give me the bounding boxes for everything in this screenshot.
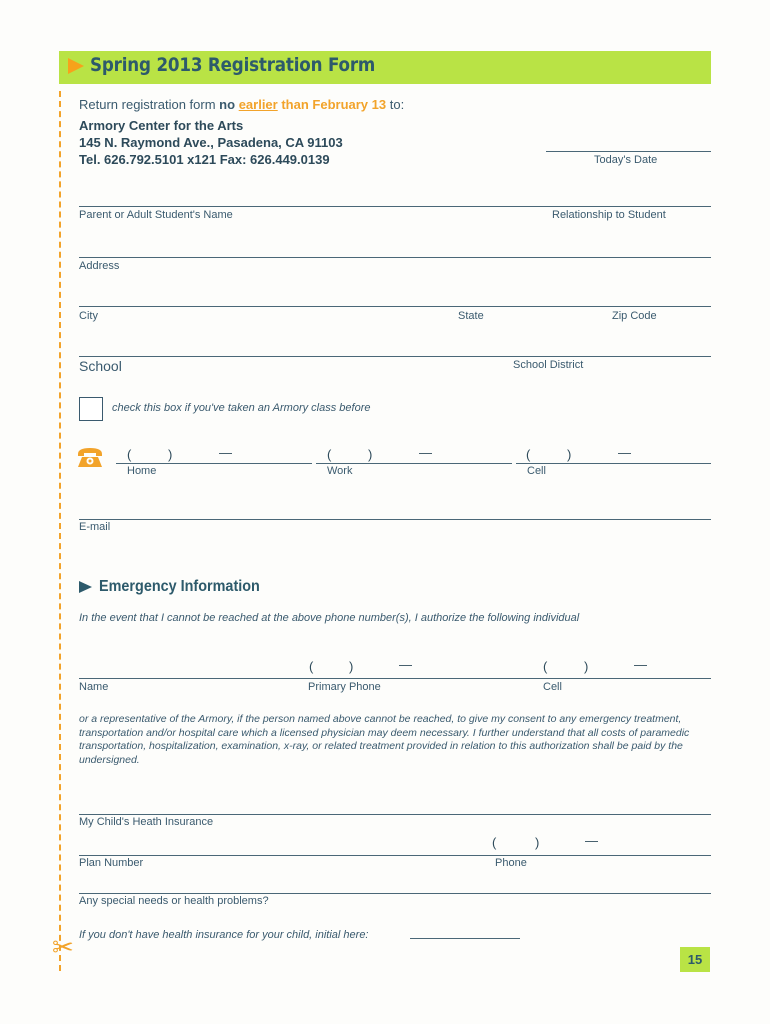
- home-phone-field[interactable]: [116, 463, 312, 464]
- initial-field[interactable]: [410, 938, 520, 939]
- email-label: E-mail: [79, 521, 111, 533]
- no-insurance-label: If you don't have health insurance for your child, initial here:: [79, 929, 369, 941]
- work-phone-field[interactable]: [316, 463, 512, 464]
- em-cell-area-open: (: [543, 659, 548, 674]
- page-title: Spring 2013 Registration Form: [90, 54, 376, 76]
- insurance-label: My Child's Heath Insurance: [79, 816, 214, 828]
- prior-class-checkbox[interactable]: [79, 397, 103, 421]
- emergency-contact-field[interactable]: [79, 678, 711, 679]
- school-field[interactable]: [79, 356, 711, 357]
- intro-deadline: than February 13: [277, 97, 387, 112]
- plan-dash: —: [585, 833, 598, 848]
- cell-phone-field[interactable]: [516, 463, 711, 464]
- primary-area-open: (: [309, 659, 314, 674]
- home-area-open: (: [127, 447, 132, 462]
- school-district-label: School District: [513, 359, 584, 371]
- cell-dash: —: [618, 445, 631, 460]
- play-arrow-icon: [68, 58, 84, 74]
- plan-phone-label: Phone: [495, 857, 527, 869]
- parent-name-label: Parent or Adult Student's Name: [79, 209, 233, 221]
- intro-earlier: earlier: [238, 97, 278, 112]
- todays-date-field[interactable]: [546, 151, 711, 152]
- school-label: School: [79, 358, 122, 374]
- work-phone-label: Work: [327, 465, 353, 477]
- parent-name-field[interactable]: [79, 206, 711, 207]
- work-area-open: (: [327, 447, 332, 462]
- intro-suffix: to:: [386, 97, 405, 112]
- em-cell-area-close: ): [584, 659, 589, 674]
- work-dash: —: [419, 445, 432, 460]
- home-phone-label: Home: [127, 465, 157, 477]
- cell-area-open: (: [526, 447, 531, 462]
- primary-phone-label: Primary Phone: [308, 681, 381, 693]
- consent-paragraph: or a representative of the Armory, if the person named above cannot be reached, to give my consent to any emergency treatment, transportation and/or hospital care which a licensed physician may deem necessary. I further understand that all costs of paramedic transportation, hospitalization, examination, x-ray, or related treatment provided in relation to this authorization shall be paid by the undersigned.: [79, 713, 690, 766]
- intro-prefix: Return registration form: [79, 97, 220, 112]
- org-phone: Tel. 626.792.5101 x121 Fax: 626.449.0139: [79, 152, 330, 167]
- relationship-label: Relationship to Student: [552, 209, 666, 221]
- page-number: 15: [680, 947, 710, 972]
- emergency-section-title: Emergency Information: [99, 578, 260, 595]
- plan-number-field[interactable]: [79, 855, 711, 856]
- city-state-zip-field[interactable]: [79, 306, 711, 307]
- cell-phone-label: Cell: [527, 465, 546, 477]
- cut-line: [59, 91, 61, 971]
- em-cell-dash: —: [634, 657, 647, 672]
- return-instructions: [79, 97, 404, 112]
- primary-area-close: ): [349, 659, 354, 674]
- address-label: Address: [79, 260, 120, 272]
- emergency-cell-label: Cell: [543, 681, 562, 693]
- prior-class-label: check this box if you've taken an Armory class before: [112, 402, 371, 414]
- home-dash: —: [219, 445, 232, 460]
- intro-no: no: [219, 97, 236, 112]
- org-address: 145 N. Raymond Ave., Pasadena, CA 91103: [79, 135, 343, 150]
- city-label: City: [79, 310, 98, 322]
- insurance-field[interactable]: [79, 814, 711, 815]
- emergency-intro: In the event that I cannot be reached at the above phone number(s), I authorize the following individual: [79, 612, 580, 624]
- home-area-close: ): [168, 447, 173, 462]
- address-field[interactable]: [79, 257, 711, 258]
- telephone-icon: [76, 446, 104, 468]
- play-arrow-icon: [79, 581, 92, 593]
- plan-area-close: ): [535, 835, 540, 850]
- plan-area-open: (: [492, 835, 497, 850]
- email-field[interactable]: [79, 519, 711, 520]
- special-needs-field[interactable]: [79, 893, 711, 894]
- emergency-name-label: Name: [79, 681, 109, 693]
- state-label: State: [458, 310, 484, 322]
- cell-area-close: ): [567, 447, 572, 462]
- org-name: Armory Center for the Arts: [79, 118, 244, 133]
- work-area-close: ): [368, 447, 373, 462]
- primary-dash: —: [399, 657, 412, 672]
- special-needs-label: Any special needs or health problems?: [79, 895, 269, 907]
- zip-label: Zip Code: [612, 310, 657, 322]
- plan-number-label: Plan Number: [79, 857, 144, 869]
- scissors-icon: ✂: [52, 932, 74, 962]
- todays-date-label: Today's Date: [594, 154, 658, 166]
